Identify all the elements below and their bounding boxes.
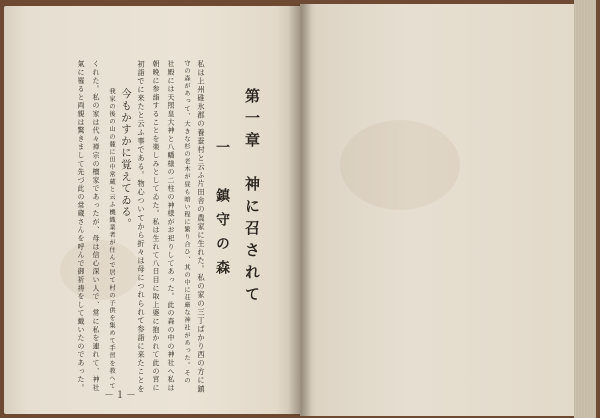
paper-stain xyxy=(340,120,460,210)
body-line: 私は上州碓氷郡の養蚕村と云ふ片田舎の農家に生れた。私の家の三丁ばかり西の方に鎮 xyxy=(197,60,206,394)
book-gutter xyxy=(288,4,312,416)
body-line: 我家の後の山の麓に田中常蔵と云ふ機織業者が住んで居て村の子供を集めて手習を教へて xyxy=(108,88,115,390)
page-edges xyxy=(574,0,596,418)
chapter-title: 第一章 神に召されて xyxy=(243,88,261,308)
body-line: 氣に罹ると両親は驚きまして先づ此の常蔵さんを呼んで御祈祷をして戴いたのであった。 xyxy=(77,60,85,392)
section-title: 一 鎮守の森 xyxy=(214,140,230,284)
body-line: 今もかすかに覚えてゐる。 xyxy=(120,88,132,230)
body-line: 守の森があって、大きな杉の老木が昼も暗い程に繁り合ひ、其の中に荘厳な神社があった。その xyxy=(183,60,190,385)
page-number: －１－ xyxy=(104,390,137,401)
right-page-blank xyxy=(300,4,576,416)
body-line: くれた。私の家は代々禅宗の檀家であったが、母は信心深い人で、常に私を連れて、神社 xyxy=(92,60,100,392)
body-line: 初詣でに来たと云ふ事である。物心ついてから折々は母につれられて参詣に来たことを xyxy=(137,60,146,394)
body-line: 朝晩に参詣することを楽しみとしてゐた。私は生れて八日目に取上婆に抱かれて此の宮に xyxy=(152,60,160,392)
body-line: 社殿には天照皇大神と八幡様の二柱の神様がお祀りしてあった。此の森の中の神社へ私は xyxy=(167,60,175,392)
